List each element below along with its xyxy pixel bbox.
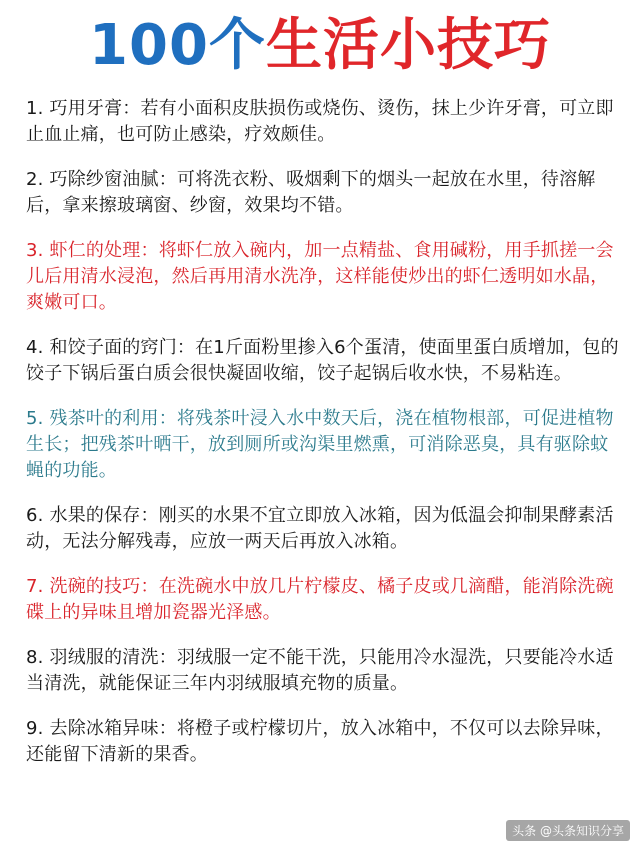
tip-item: 9. 去除冰箱异味：将橙子或柠檬切片，放入冰箱中，不仅可以去除异味，还能留下清新的果香。 (26, 718, 614, 765)
tip-item: 6. 水果的保存：刚买的水果不宜立即放入冰箱，因为低温会抑制果酵素活动，无法分解残毒，应放一两天后再放入冰箱。 (26, 505, 614, 552)
title-text: 生活小技巧 (265, 13, 551, 78)
title-number: 100个 (89, 13, 266, 78)
tip-item: 5. 残茶叶的利用：将残茶叶浸入水中数天后，浇在植物根部，可促进植物生长；把残茶叶晒干，放到厕所或沟渠里燃熏，可消除恶臭，具有驱除蚊蝇的功能。 (26, 408, 614, 481)
tip-item: 4. 和饺子面的窍门：在1斤面粉里掺入6个蛋清，使面里蛋白质增加，包的饺子下锅后蛋白质会很快凝固收缩，饺子起锅后收水快，不易粘连。 (26, 337, 619, 384)
tip-item: 1. 巧用牙膏：若有小面积皮肤损伤或烧伤、烫伤，抹上少许牙膏，可立即止血止痛，也可防止感染，疗效颇佳。 (26, 98, 614, 145)
tip-item: 3. 虾仁的处理：将虾仁放入碗内，加一点精盐、食用碱粉，用手抓搓一会儿后用清水浸泡，然后再用清水洗净，这样能使炒出的虾仁透明如水晶，爽嫩可口。 (26, 240, 614, 313)
page-title (0, 6, 640, 86)
tips-list (26, 96, 626, 787)
tip-item: 7. 洗碗的技巧：在洗碗水中放几片柠檬皮、橘子皮或几滴醋，能消除洗碗碟上的异味且增加瓷器光泽感。 (26, 576, 614, 623)
tip-item: 2. 巧除纱窗油腻：可将洗衣粉、吸烟剩下的烟头一起放在水里，待溶解后，拿来擦玻璃窗、纱窗，效果均不错。 (26, 169, 596, 216)
tip-item: 8. 羽绒服的清洗：羽绒服一定不能干洗，只能用冷水湿洗，只要能冷水适当清洗，就能保证三年内羽绒服填充物的质量。 (26, 647, 614, 694)
watermark: 头条 @头条知识分享 (506, 820, 630, 841)
